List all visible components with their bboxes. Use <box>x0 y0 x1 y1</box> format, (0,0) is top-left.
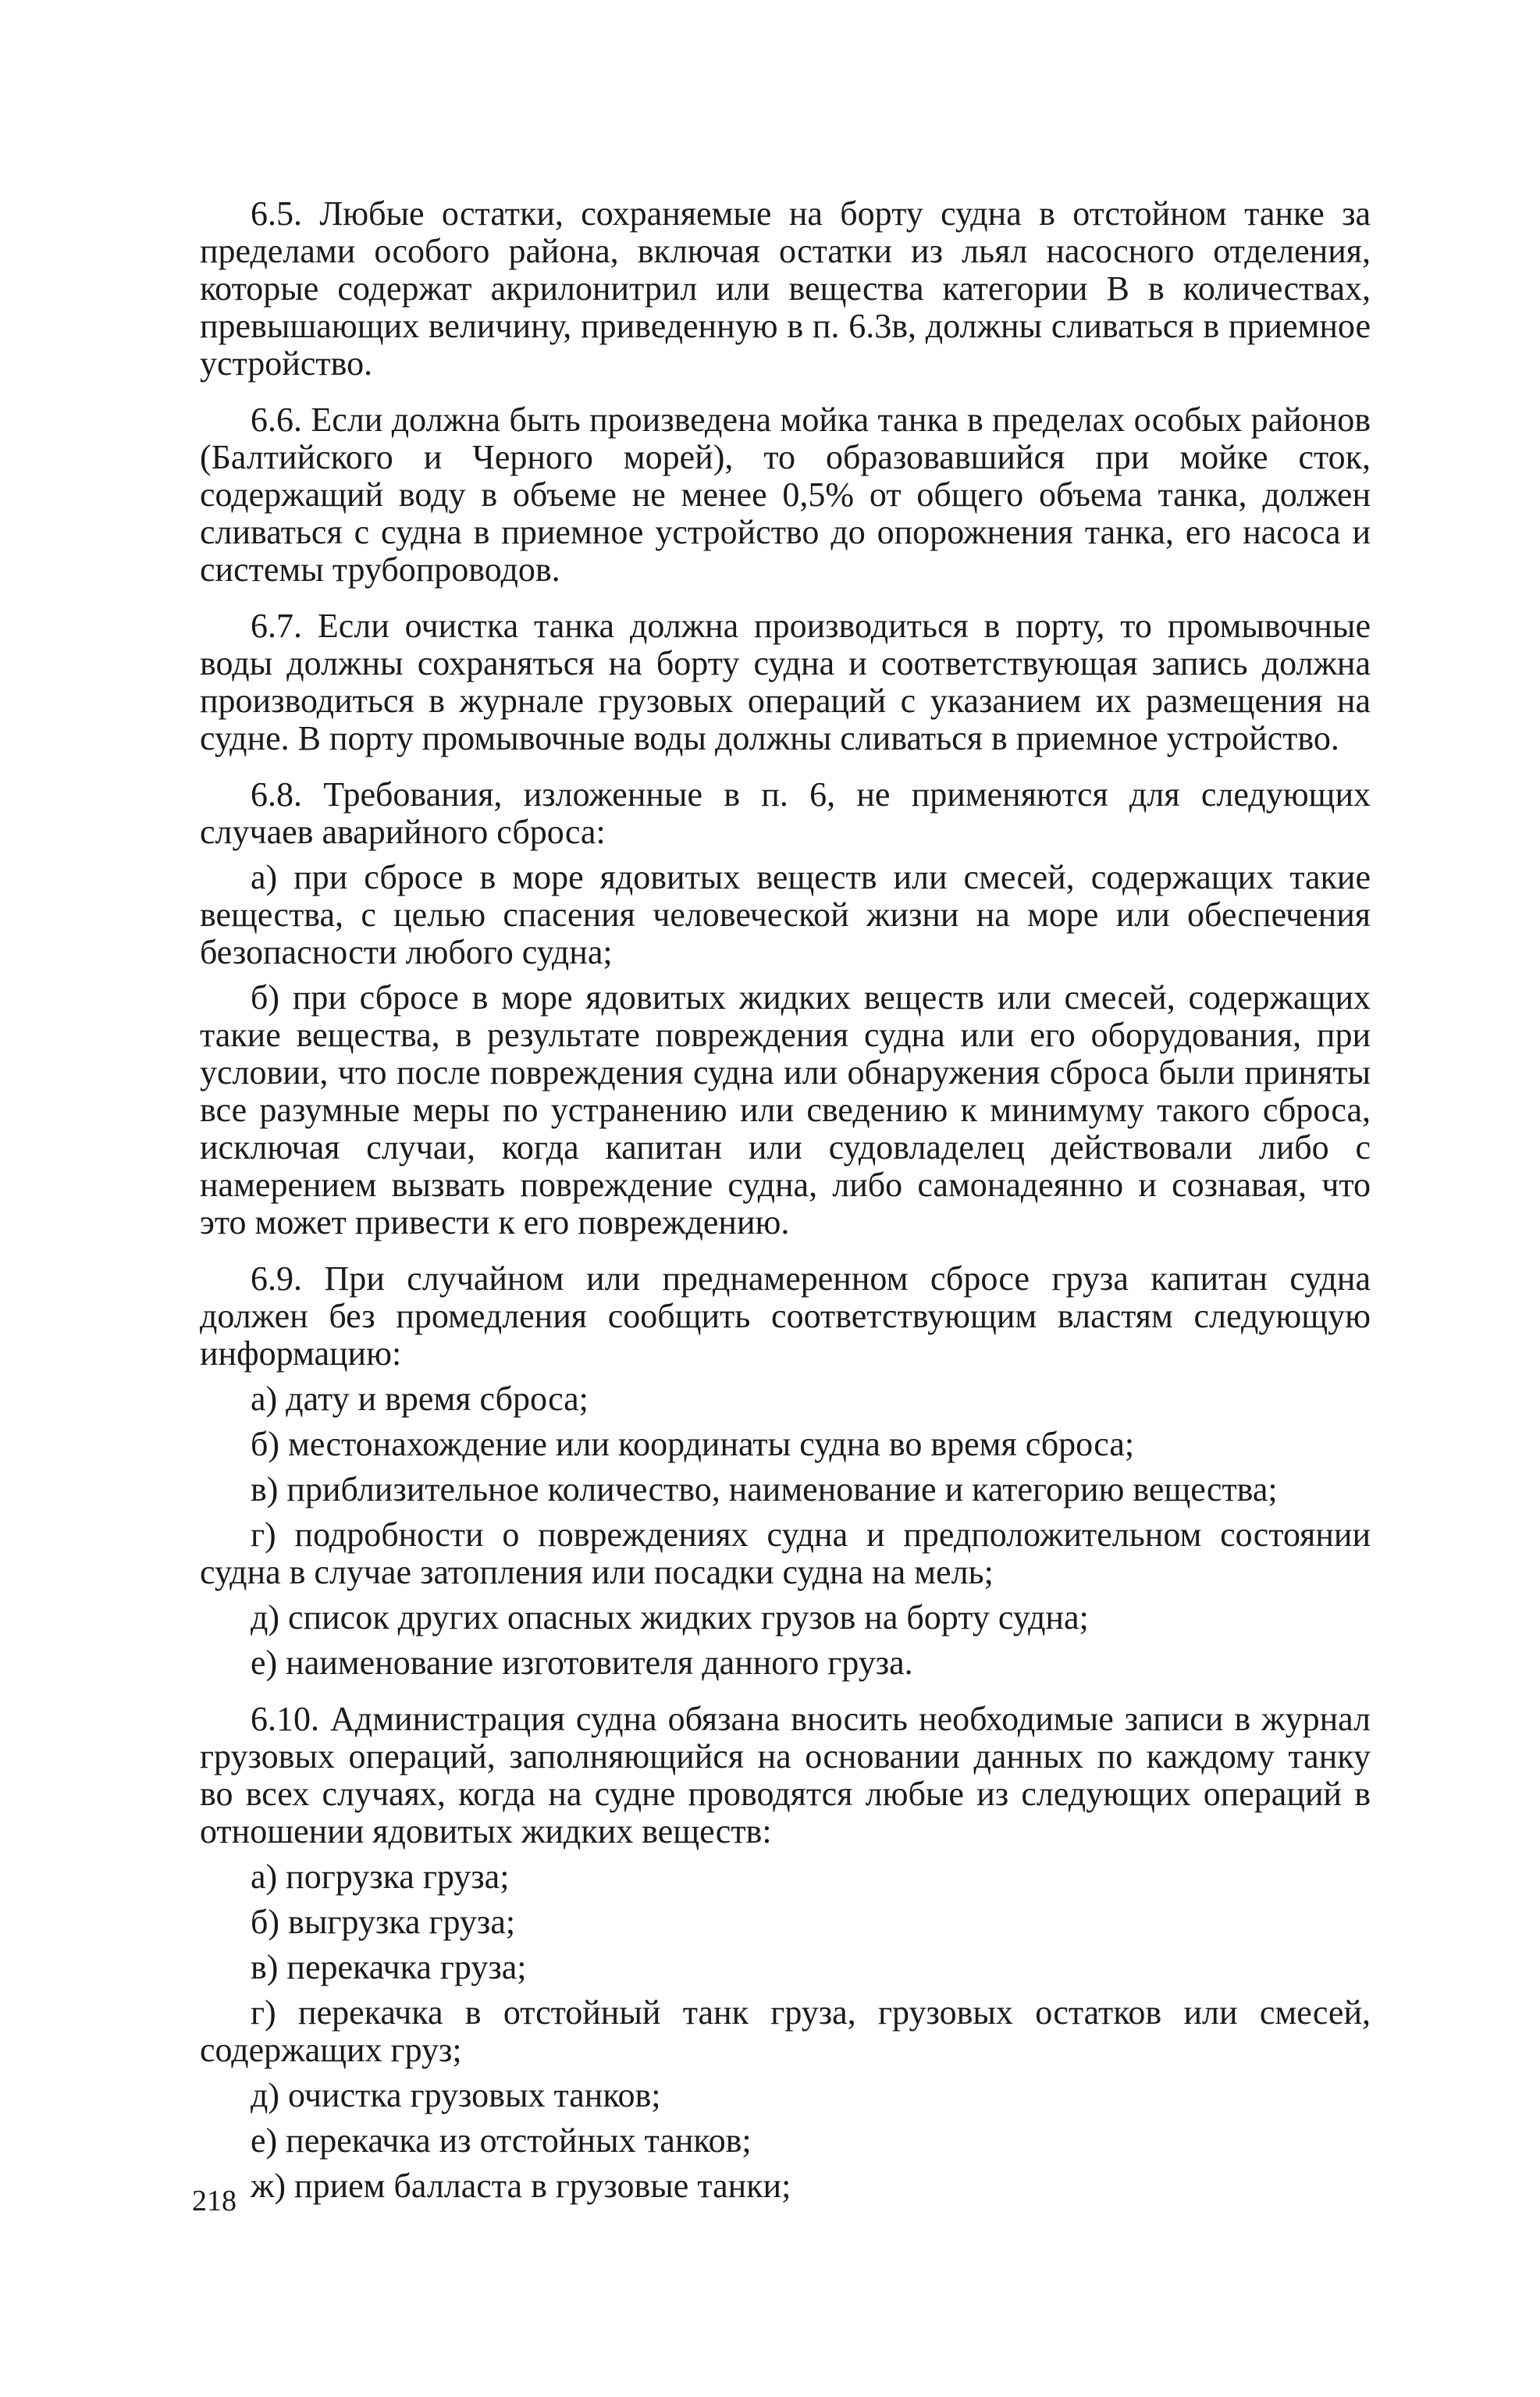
list-item-6-9-g: г) подробности о повреждениях судна и предположительном состоянии судна в случае затопления или посадки судна на мель; <box>200 1515 1371 1591</box>
list-item-6-9-a: а) дату и время сброса; <box>251 1380 589 1418</box>
list-item-6-10-e: е) перекачка из отстойных танков; <box>251 2121 752 2160</box>
paragraph-6-7: 6.7. Если очистка танка должна производиться в порту, то промывочные воды должны сохраняться на борту судна и соответствующая запись должна производиться в журнале грузовых операций с указанием их размещения на судне. В порту промывочные воды должны сливаться в приемное устройство. <box>200 607 1371 757</box>
paragraph-6-10: 6.10. Администрация судна обязана вносить необходимые записи в журнал грузовых операций, заполняющийся на основании данных по каждому танку во всех случаях, когда на судне проводятся любые из следующих операций в отношении ядовитых жидких веществ: <box>200 1700 1371 1850</box>
list-item-6-10-d: д) очистка грузовых танков; <box>251 2076 661 2114</box>
list-item-6-10-zh: ж) прием балласта в грузовые танки; <box>251 2167 791 2205</box>
list-item-6-10-v: в) перекачка груза; <box>251 1948 527 1986</box>
list-item-6-9-d: д) список других опасных жидких грузов на борту судна; <box>251 1598 1089 1637</box>
paragraph-6-5: 6.5. Любые остатки, сохраняемые на борту судна в отстойном танке за пределами особого района, включая остатки из льял насосного отделения, которые содержат акрилонитрил или вещества категории В в количествах, превышающих величину, приведенную в п. 6.3в, должны сливаться в приемное устройство. <box>200 194 1371 383</box>
list-item-6-8-a: а) при сбросе в море ядовитых веществ или смесей, содержащих такие вещества, с целью спасения человеческой жизни на море или обеспечения безопасности любого судна; <box>200 858 1371 971</box>
list-item-6-9-e: е) наименование изготовителя данного груза. <box>251 1644 913 1682</box>
text-column <box>200 195 1371 2205</box>
list-item-6-9-b: б) местонахождение или координаты судна во время сброса; <box>251 1425 1135 1463</box>
list-item-6-10-b: б) выгрузка груза; <box>251 1903 516 1941</box>
page-number: 218 <box>192 2185 237 2217</box>
paragraph-6-6: 6.6. Если должна быть произведена мойка танка в пределах особых районов (Балтийского и Черного морей), то образовавшийся при мойке сток, содержащий воду в объеме не менее 0,5% от общего объема танка, должен сливаться с судна в приемное устройство до опорожнения танка, его насоса и системы трубопроводов. <box>200 401 1371 589</box>
list-item-6-10-a: а) погрузка груза; <box>251 1857 510 1896</box>
list-item-6-9-v: в) приблизительное количество, наименование и категорию вещества; <box>251 1470 1278 1508</box>
paragraph-6-9: 6.9. При случайном или преднамеренном сбросе груза капитан судна должен без промедления сообщить соответствующим властям следующую информацию: <box>200 1259 1371 1373</box>
paragraph-6-8: 6.8. Требования, изложенные в п. 6, не применяются для следующих случаев аварийного сброса: <box>200 775 1371 851</box>
list-item-6-8-b: б) при сбросе в море ядовитых жидких веществ или смесей, содержащих такие вещества, в результате повреждения судна или его оборудования, при условии, что после повреждения судна или обнаружения сброса были приняты все разумные меры по устранению или сведению к минимуму такого сброса, исключая случаи, когда капитан или судовладелец действовали либо с намерением вызвать повреждение судна, либо самонадеянно и сознавая, что это может привести к его повреждению. <box>200 978 1371 1241</box>
list-item-6-10-g: г) перекачка в отстойный танк груза, грузовых остатков или смесей, содержащих груз; <box>200 1993 1371 2069</box>
